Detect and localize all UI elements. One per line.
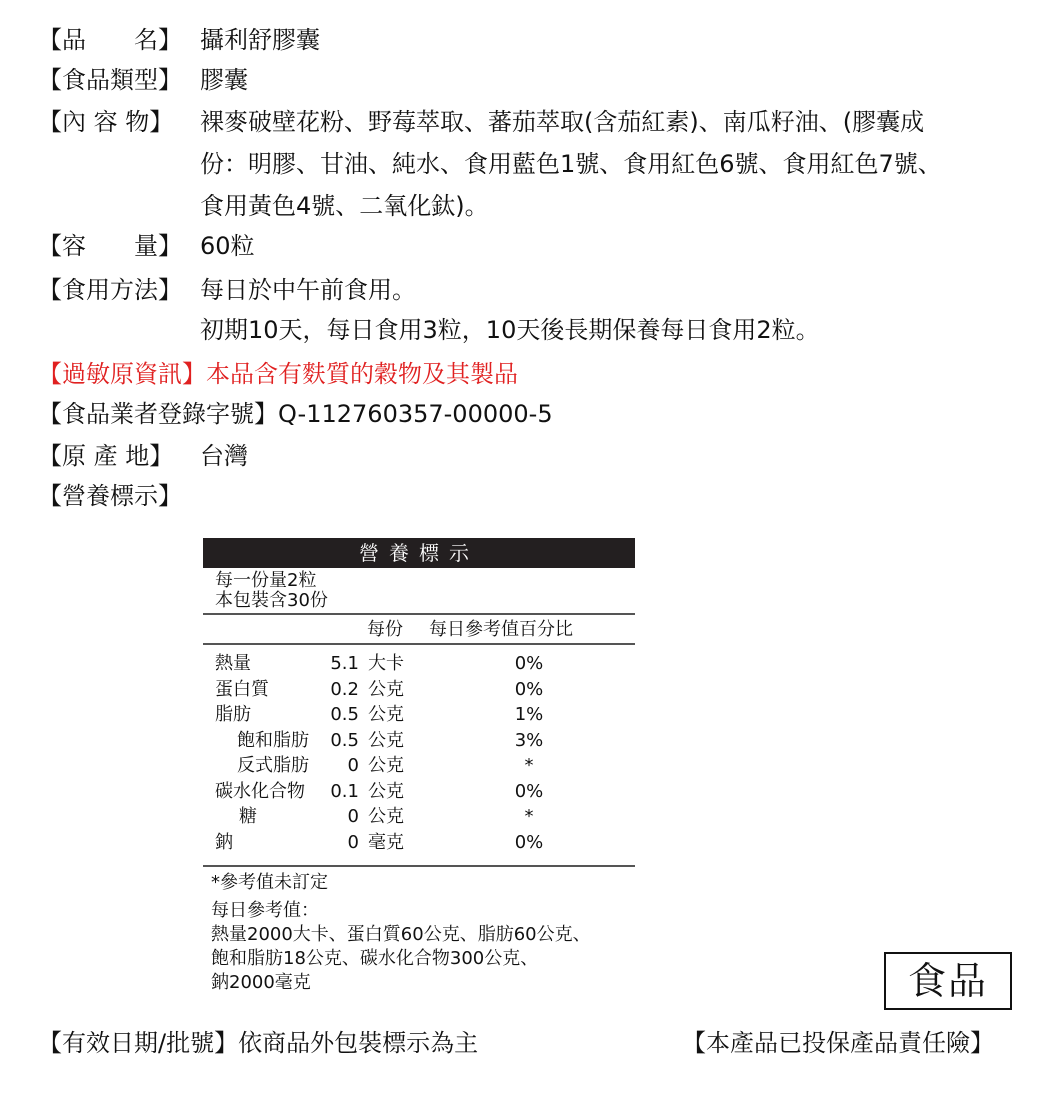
nutrient-name: 飽和脂肪: [237, 730, 309, 751]
allergen-value: 本品含有麩質的穀物及其製品: [206, 360, 518, 388]
nutrient-name: 碳水化合物: [215, 781, 305, 802]
nutrient-pct: 0%: [514, 653, 544, 674]
expiry-value: 依商品外包裝標示為主: [238, 1029, 479, 1057]
allergen-row: [38, 356, 518, 392]
nutrient-unit: 公克: [368, 679, 404, 700]
nutrient-pct: *: [524, 755, 534, 776]
col-per-serving: 每份: [367, 619, 403, 640]
nutrient-pct: 0%: [514, 832, 544, 853]
origin-row: [38, 438, 200, 474]
divider: [203, 865, 635, 867]
nutrient-row: [203, 830, 635, 856]
nutrient-pct: 3%: [514, 730, 544, 751]
nutrient-unit: 毫克: [368, 832, 404, 853]
nutrient-row: [203, 753, 635, 779]
column-header: [203, 615, 635, 643]
nutrient-name: 熱量: [215, 653, 251, 674]
product-name-row: [38, 22, 200, 58]
registration-value: Q-112760357-00000-5: [278, 400, 553, 428]
nutrient-value: 0: [347, 832, 359, 853]
allergen-label: 【過敏原資訊】: [38, 360, 206, 388]
reference-line-2: 飽和脂肪18公克、碳水化合物300公克、: [211, 948, 539, 969]
divider: [203, 643, 635, 645]
nutrient-pct: 0%: [514, 781, 544, 802]
volume-row: [38, 228, 200, 264]
nutrition-title: 營養標示: [203, 538, 635, 568]
nutrient-name: 糖: [239, 806, 257, 827]
insurance-note: 【本產品已投保產品責任險】: [682, 1029, 994, 1057]
nutrient-unit: 公克: [368, 806, 404, 827]
contents-line-1: 裸麥破壁花粉、野莓萃取、蕃茄萃取(含茄紅素)、南瓜籽油、(膠囊成: [200, 108, 925, 136]
product-name-label: 【品 名】: [38, 26, 182, 54]
nutrient-unit: 大卡: [368, 653, 404, 674]
nutrient-row: [203, 728, 635, 754]
nutrient-value: 0.2: [330, 679, 359, 700]
nutrition-facts-table: [203, 538, 635, 995]
origin-label: 【原 產 地】: [38, 442, 174, 470]
reference-line-1: 熱量2000大卡、蛋白質60公克、脂肪60公克、: [211, 924, 591, 945]
nutrient-pct: 1%: [514, 704, 544, 725]
nutrient-row: [203, 804, 635, 830]
nutrient-row: [203, 677, 635, 703]
nutrient-unit: 公克: [368, 704, 404, 725]
nutrient-unit: 公克: [368, 781, 404, 802]
nutrient-name: 脂肪: [215, 704, 251, 725]
col-daily-pct: 每日參考值百分比: [429, 619, 573, 640]
serving-size: 每一份量2粒: [215, 570, 317, 591]
nutrient-pct: 0%: [514, 679, 544, 700]
nutrient-name: 鈉: [215, 832, 233, 853]
nutrition-section-label: 【營養標示】: [38, 482, 182, 510]
volume-label: 【容 量】: [38, 232, 182, 260]
nutrient-rows: [203, 651, 635, 865]
nutrient-row: [203, 651, 635, 677]
registration-row: [38, 396, 553, 432]
nutrient-value: 0: [347, 755, 359, 776]
usage-row: [38, 272, 200, 308]
serving-info: [203, 568, 635, 611]
nutrient-value: 5.1: [330, 653, 359, 674]
contents-line-3: 食用黃色4號、二氧化鈦)。: [200, 192, 489, 220]
usage-line-1: 每日於中午前食用。: [200, 276, 416, 304]
expiry-row: [38, 1025, 478, 1061]
nutrition-label-row: [38, 478, 182, 514]
food-stamp: 食品: [884, 952, 1012, 1010]
nutrient-name: 反式脂肪: [237, 755, 309, 776]
food-type-label: 【食品類型】: [38, 66, 182, 94]
food-type-value: 膠囊: [200, 66, 248, 94]
nutrient-row: [203, 702, 635, 728]
nutrient-value: 0.1: [330, 781, 359, 802]
servings-per-pack: 本包裝含30份: [215, 590, 328, 611]
expiry-label: 【有效日期/批號】: [38, 1029, 239, 1057]
nutrient-name: 蛋白質: [215, 679, 269, 700]
food-type-row: [38, 62, 200, 98]
nutrient-value: 0.5: [330, 730, 359, 751]
contents-line-2: 份：明膠、甘油、純水、食用藍色1號、食用紅色6號、食用紅色7號、: [200, 150, 942, 178]
registration-label: 【食品業者登錄字號】: [38, 400, 278, 428]
reference-line-3: 鈉2000毫克: [211, 972, 311, 993]
nutrient-unit: 公克: [368, 730, 404, 751]
footnote: *參考值未訂定: [211, 872, 328, 893]
contents-row: [38, 104, 200, 140]
contents-label: 【內 容 物】: [38, 108, 174, 136]
product-name-value: 攝利舒膠囊: [200, 26, 320, 54]
nutrient-pct: *: [524, 806, 534, 827]
origin-value: 台灣: [200, 442, 248, 470]
nutrient-value: 0: [347, 806, 359, 827]
nutrient-value: 0.5: [330, 704, 359, 725]
reference-title: 每日參考值：: [211, 900, 319, 921]
nutrient-row: [203, 779, 635, 805]
volume-value: 60粒: [200, 232, 255, 260]
usage-line-2: 初期10天，每日食用3粒，10天後長期保養每日食用2粒。: [200, 316, 820, 344]
nutrient-unit: 公克: [368, 755, 404, 776]
usage-label: 【食用方法】: [38, 276, 182, 304]
